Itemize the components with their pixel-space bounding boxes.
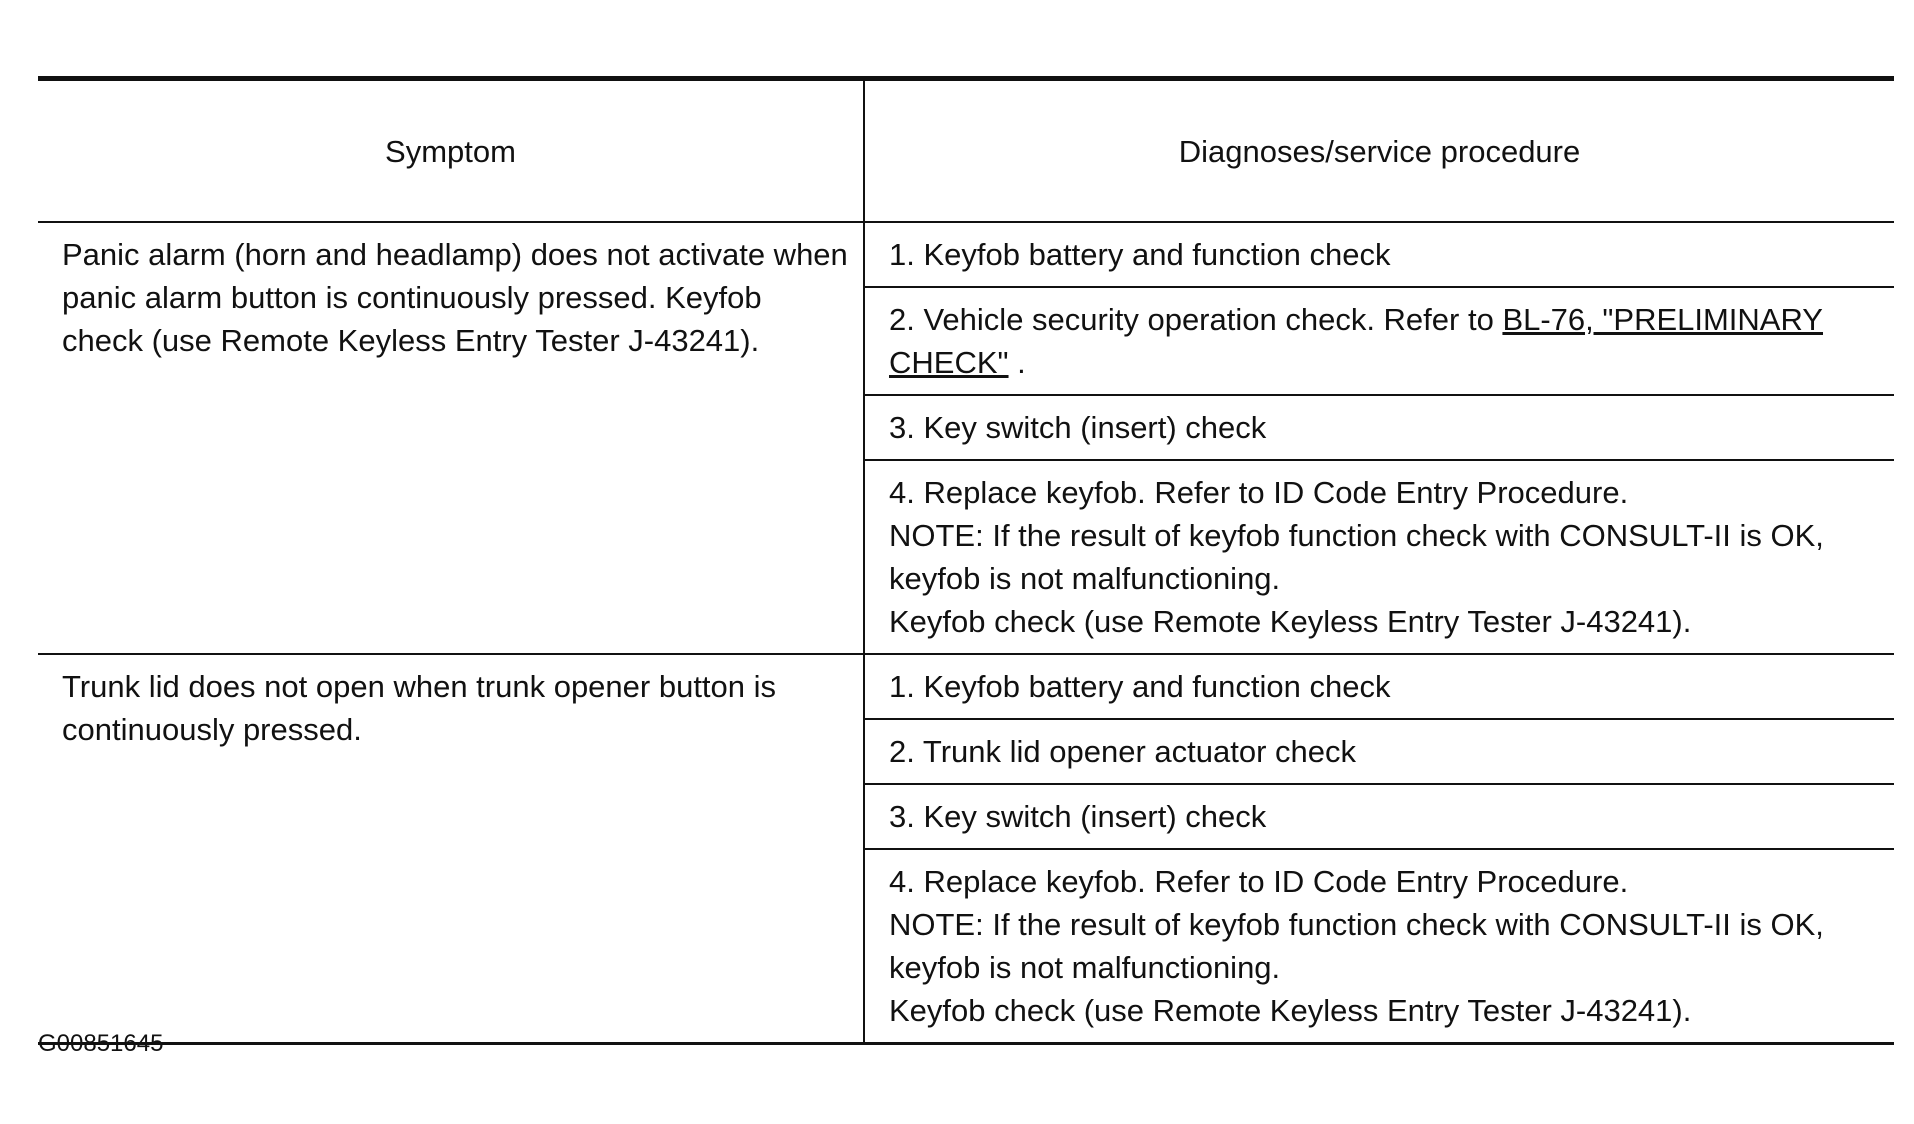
procedure-step	[864, 719, 1894, 784]
procedure-line: 4. Replace keyfob. Refer to ID Code Entry Procedure.	[889, 475, 1629, 510]
procedure-line-suffix: .	[1008, 345, 1026, 380]
procedure-step	[864, 784, 1894, 849]
procedure-note: NOTE: If the result of keyfob function check with CONSULT-II is OK, keyfob is not malfunctioning.	[889, 907, 1824, 985]
header-procedure: Diagnoses/service procedure	[864, 79, 1894, 223]
procedure-line: 1. Keyfob battery and function check	[889, 669, 1391, 704]
symptom-cell-panic-alarm: Panic alarm (horn and headlamp) does not activate when panic alarm button is continuously pressed. Keyfob check (use Remote Keyless Entry Tester J-43241).	[38, 222, 864, 654]
procedure-step	[864, 222, 1894, 287]
procedure-step	[864, 849, 1894, 1044]
procedure-line: 2. Vehicle security operation check. Refer to	[889, 302, 1503, 337]
figure-code: G00851645	[38, 1030, 164, 1057]
procedure-line: Keyfob check (use Remote Keyless Entry Tester J-43241).	[889, 604, 1692, 639]
procedure-step	[864, 460, 1894, 654]
procedure-line: 3. Key switch (insert) check	[889, 410, 1267, 445]
procedure-note: NOTE: If the result of keyfob function check with CONSULT-II is OK, keyfob is not malfunctioning.	[889, 518, 1824, 596]
procedure-line: 1. Keyfob battery and function check	[889, 237, 1391, 272]
reference-link-preliminary-check[interactable]: BL-76, "PRELIMINARY CHECK"	[889, 302, 1823, 380]
procedure-step	[864, 287, 1894, 395]
procedure-step	[864, 395, 1894, 460]
procedure-line: 2. Trunk lid opener actuator check	[889, 734, 1356, 769]
table-row	[38, 654, 1894, 719]
diagnosis-table	[38, 76, 1894, 1045]
table-row	[38, 222, 1894, 287]
procedure-line: Keyfob check (use Remote Keyless Entry Tester J-43241).	[889, 993, 1692, 1028]
symptom-cell-trunk-lid: Trunk lid does not open when trunk opener button is continuously pressed.	[38, 654, 864, 1044]
table-header-row	[38, 79, 1894, 223]
header-symptom: Symptom	[38, 79, 864, 223]
procedure-line: 4. Replace keyfob. Refer to ID Code Entry Procedure.	[889, 864, 1629, 899]
procedure-line: 3. Key switch (insert) check	[889, 799, 1267, 834]
procedure-step	[864, 654, 1894, 719]
